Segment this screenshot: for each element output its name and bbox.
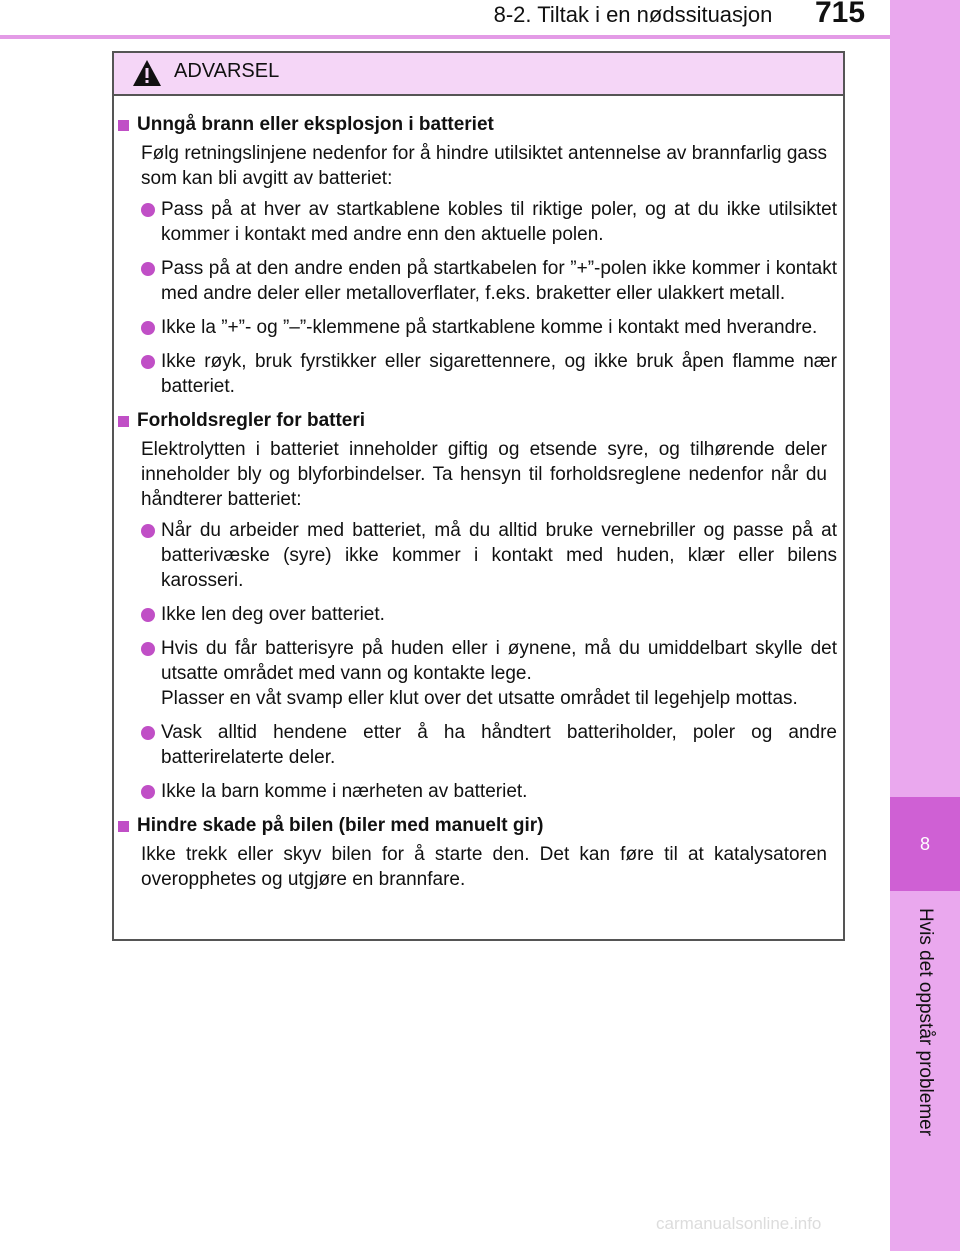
bullet-dot-icon [141, 262, 155, 276]
bullet-dot-icon [141, 785, 155, 799]
bullet-item [141, 779, 837, 804]
bullet-text: Ikke len deg over batteriet. [161, 604, 385, 625]
section-title: 8-2. Tiltak i en nødssituasjon [493, 2, 773, 27]
bullet-item [141, 636, 837, 711]
warning-box [112, 51, 845, 941]
section-intro: Elektrolytten i batteriet inneholder giftig og etsende syre, og tilhørende deler inneholder bly og blyforbindelser. Ta hensyn til forholdsreglene nedenfor når du håndterer batteriet: [141, 439, 827, 510]
bullet-dot-icon [141, 608, 155, 622]
warning-body [114, 96, 843, 892]
bullet-text: Vask alltid hendene etter å ha håndtert batteriholder, poler og andre batterirelaterte deler. [161, 722, 837, 768]
section-square-icon [118, 416, 129, 427]
section-square-icon [118, 821, 129, 832]
bullet-dot-icon [141, 203, 155, 217]
section-heading [118, 813, 837, 839]
bullet-item [141, 349, 837, 399]
chapter-number: 8 [919, 833, 930, 854]
section-heading [118, 112, 837, 138]
section-square-icon [118, 120, 129, 131]
bullet-text: Pass på at den andre enden på startkabelen for ”+”-polen ikke kommer i kontakt med andre deler eller metalloverflater, f.eks. braketter eller ulakkert metall. [161, 258, 837, 304]
bullet-text: Hvis du får batterisyre på huden eller i øynene, må du umiddelbart skylle det utsatte området med vann og kontakte lege. Plasser en våt svamp eller klut over det utsatte området til legehjelp mottas. [161, 638, 837, 709]
watermark: carmanualsonline.info [656, 1214, 822, 1233]
bullet-dot-icon [141, 524, 155, 538]
bullet-dot-icon [141, 642, 155, 656]
chapter-title: Hvis det oppstår problemer [915, 907, 936, 1137]
bullet-item [141, 315, 837, 340]
bullet-item [141, 256, 837, 306]
warning-triangle-icon [132, 59, 162, 87]
section-intro: Ikke trekk eller skyv bilen for å starte den. Det kan føre til at katalysatoren overopphetes og utgjøre en brannfare. [141, 844, 827, 890]
bullet-text: Ikke la barn komme i nærheten av batteriet. [161, 781, 528, 802]
bullet-dot-icon [141, 726, 155, 740]
bullet-text: Når du arbeider med batteriet, må du alltid bruke vernebriller og passe på at batterivæske (syre) ikke kommer i kontakt med huden, klær eller bilens karosseri. [161, 520, 837, 591]
section-heading [118, 408, 837, 434]
warning-header [114, 53, 843, 96]
bullet-item [141, 720, 837, 770]
bullet-item [141, 197, 837, 247]
section-heading-text: Hindre skade på bilen (biler med manuelt gir) [137, 815, 544, 836]
header-rule [0, 35, 890, 39]
bullet-text: Ikke la ”+”- og ”–”-klemmene på startkablene komme i kontakt med hverandre. [161, 317, 818, 338]
section-intro: Følg retningslinjene nedenfor for å hindre utilsiktet antennelse av brannfarlig gass som kan bli avgitt av batteriet: [141, 143, 827, 189]
bullet-item [141, 518, 837, 593]
section-heading-text: Forholdsregler for batteri [137, 410, 366, 431]
chapter-number-tab[interactable] [890, 797, 960, 891]
bullet-text: Pass på at hver av startkablene kobles til riktige poler, og at du ikke utilsiktet kommer i kontakt med andre enn den aktuelle polen. [161, 199, 837, 245]
page-number: 715 [814, 0, 866, 29]
bullet-item [141, 602, 837, 627]
bullet-text: Ikke røyk, bruk fyrstikker eller sigarettennere, og ikke bruk åpen flamme nær batteriet. [161, 351, 837, 397]
bullet-dot-icon [141, 355, 155, 369]
warning-title: ADVARSEL [174, 60, 280, 82]
section-heading-text: Unngå brann eller eksplosjon i batteriet [137, 114, 494, 135]
bullet-dot-icon [141, 321, 155, 335]
